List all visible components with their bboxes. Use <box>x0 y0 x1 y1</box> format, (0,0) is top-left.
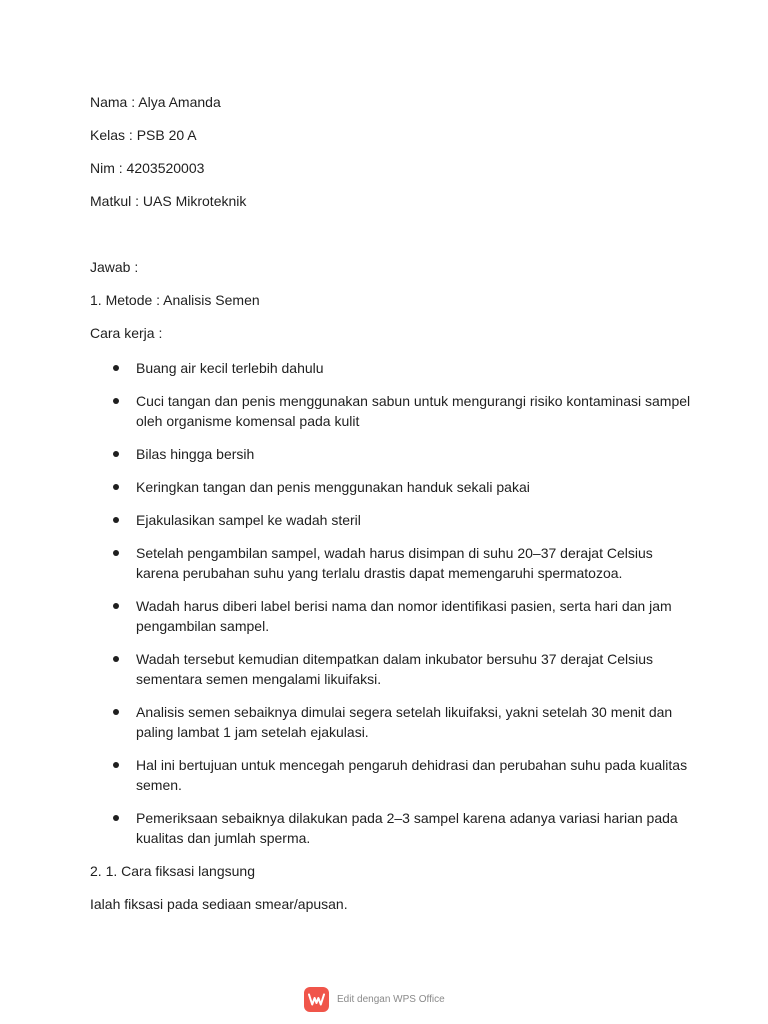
document-content <box>90 92 690 914</box>
wps-office-logo-icon <box>304 987 329 1012</box>
wps-w-glyph-icon <box>308 993 325 1006</box>
course-name: Matkul : UAS Mikroteknik <box>90 193 247 209</box>
procedure-list <box>90 358 690 848</box>
list-item: Bilas hingga bersih <box>90 444 696 464</box>
list-item: Hal ini bertujuan untuk mencegah pengaruh dehidrasi dan perubahan suhu pada kualitas semen. <box>90 755 696 795</box>
section-2-heading: 2. 1. Cara fiksasi langsung <box>90 863 255 879</box>
bullet-icon <box>113 603 119 609</box>
list-item: Pemeriksaan sebaiknya dilakukan pada 2–3 sampel karena adanya variasi harian pada kualitas dan jumlah sperma. <box>90 808 696 848</box>
list-item: Keringkan tangan dan penis menggunakan handuk sekali pakai <box>90 477 696 497</box>
method-heading: 1. Metode : Analisis Semen <box>90 292 260 308</box>
list-item: Wadah tersebut kemudian ditempatkan dalam inkubator bersuhu 37 derajat Celsius sementara semen mengalami likuifaksi. <box>90 649 696 689</box>
answer-label: Jawab : <box>90 259 139 275</box>
list-item: Buang air kecil terlebih dahulu <box>90 358 696 378</box>
bullet-icon <box>113 656 119 662</box>
bullet-icon <box>113 484 119 490</box>
bullet-icon <box>113 451 119 457</box>
student-nim: Nim : 4203520003 <box>90 160 205 176</box>
bullet-icon <box>113 365 119 371</box>
bullet-icon <box>113 815 119 821</box>
procedure-label: Cara kerja : <box>90 325 163 341</box>
list-item: Cuci tangan dan penis menggunakan sabun untuk mengurangi risiko kontaminasi sampel oleh organisme komensal pada kulit <box>90 391 696 431</box>
student-name: Nama : Alya Amanda <box>90 94 221 110</box>
list-item: Setelah pengambilan sampel, wadah harus disimpan di suhu 20–37 derajat Celsius karena perubahan suhu yang terlalu drastis dapat memengaruhi spermatozoa. <box>90 543 696 583</box>
section-2-text: Ialah fiksasi pada sediaan smear/apusan. <box>90 896 348 912</box>
wps-edit-link[interactable]: Edit dengan WPS Office <box>337 993 445 1005</box>
bullet-icon <box>113 709 119 715</box>
wps-footer[interactable] <box>304 985 445 1013</box>
student-class: Kelas : PSB 20 A <box>90 127 197 143</box>
bullet-icon <box>113 762 119 768</box>
bullet-icon <box>113 398 119 404</box>
list-item: Wadah harus diberi label berisi nama dan nomor identifikasi pasien, serta hari dan jam pengambilan sampel. <box>90 596 696 636</box>
bullet-icon <box>113 550 119 556</box>
list-item: Analisis semen sebaiknya dimulai segera setelah likuifaksi, yakni setelah 30 menit dan paling lambat 1 jam setelah ejakulasi. <box>90 702 696 742</box>
bullet-icon <box>113 517 119 523</box>
list-item: Ejakulasikan sampel ke wadah steril <box>90 510 696 530</box>
